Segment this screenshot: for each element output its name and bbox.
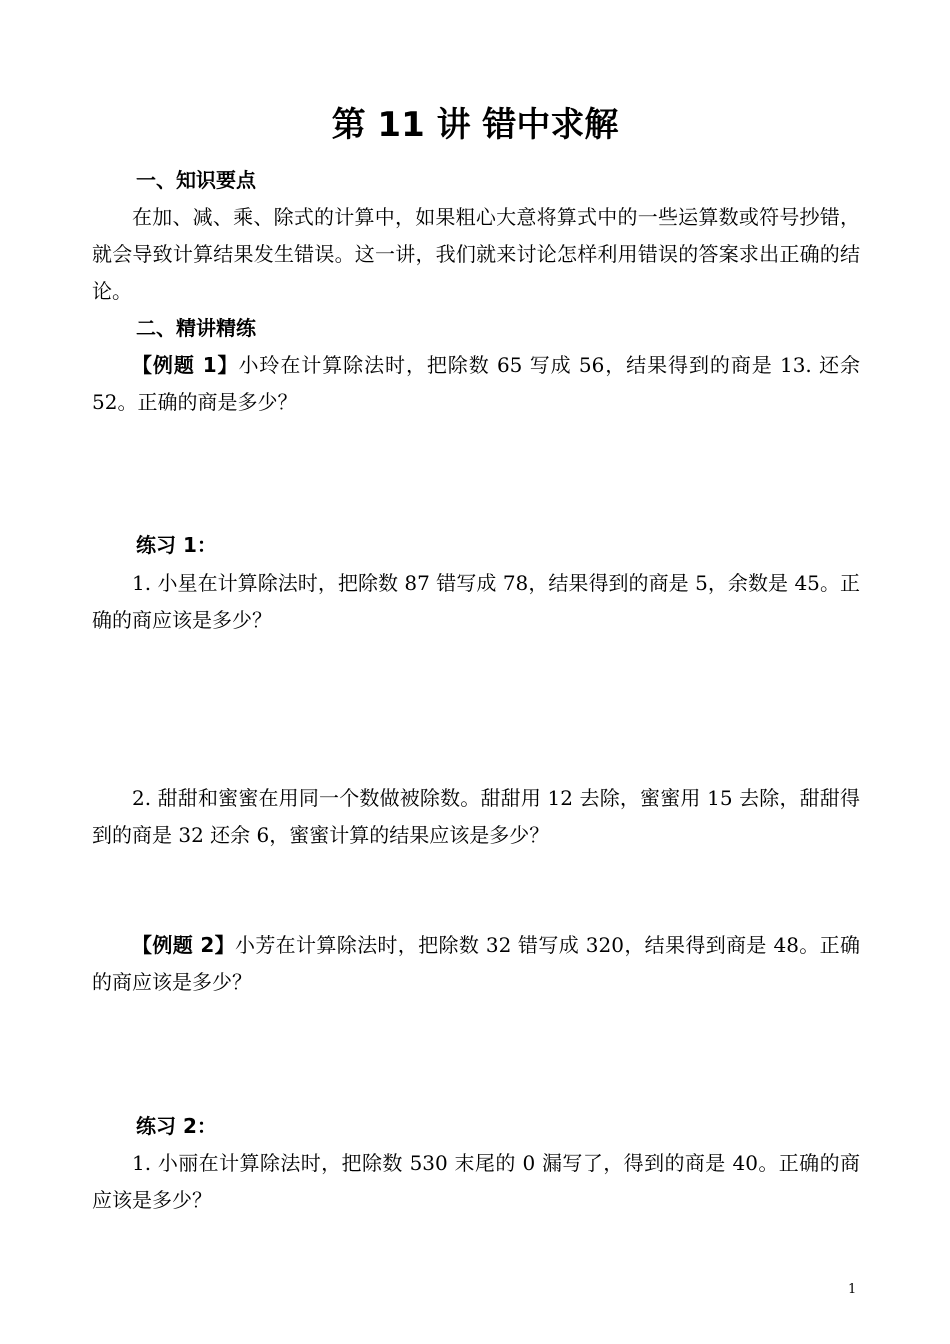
example-2-label: 【例题 2】 <box>132 933 235 957</box>
page-title: 第 11 讲 错中求解 <box>331 105 619 145</box>
practice-1-question-1: 1. 小星在计算除法时，把除数 87 错写成 78，结果得到的商是 5，余数是 45。正确的商应该是多少？ <box>92 571 860 632</box>
example-1-text: 小玲在计算除法时，把除数 65 写成 56，结果得到的商是 13. 还余 52。正确的商是多少？ <box>92 353 860 414</box>
section-heading-knowledge-points: 一、知识要点 <box>136 168 256 192</box>
practice-1-question-2: 2. 甜甜和蜜蜜在用同一个数做被除数。甜甜用 12 去除，蜜蜜用 15 去除，甜甜得到的商是 32 还余 6，蜜蜜计算的结果应该是多少？ <box>92 786 860 847</box>
section-heading-practice: 二、精讲精练 <box>136 316 256 340</box>
practice-2-heading: 练习 2： <box>136 1114 217 1138</box>
example-1-label: 【例题 1】 <box>132 353 239 377</box>
example-1 <box>92 347 860 421</box>
practice-2-question-1: 1. 小丽在计算除法时，把除数 530 末尾的 0 漏写了，得到的商是 40。正确的商应该是多少？ <box>92 1151 860 1212</box>
example-2-text: 小芳在计算除法时，把除数 32 错写成 320，结果得到商是 48。正确的商应该是多少？ <box>92 933 860 994</box>
knowledge-paragraph: 在加、减、乘、除式的计算中，如果粗心大意将算式中的一些运算数或符号抄错，就会导致计算结果发生错误。这一讲，我们就来讨论怎样利用错误的答案求出正确的结论。 <box>92 205 860 303</box>
example-2 <box>92 927 860 1001</box>
page-number: 1 <box>848 1282 857 1297</box>
practice-1-heading: 练习 1： <box>136 533 217 557</box>
